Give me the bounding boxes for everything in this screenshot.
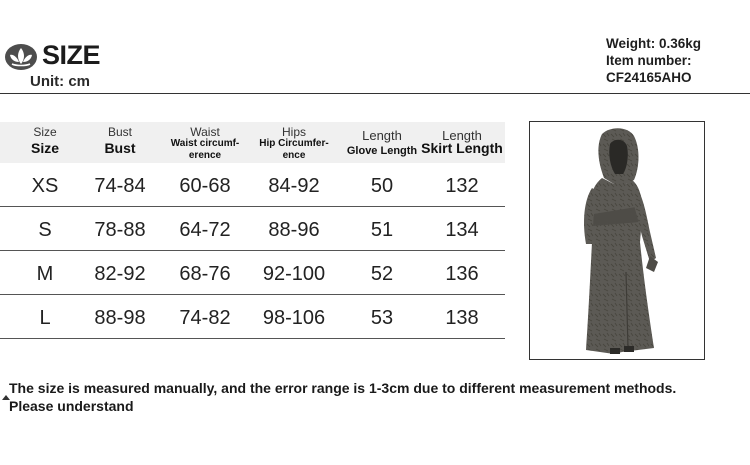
column-header-glove-length xyxy=(344,122,420,163)
skirt-length-cell: 138 xyxy=(445,307,479,329)
size-cell: XS xyxy=(31,175,59,197)
hips-cell: 92-100 xyxy=(262,263,326,285)
size-table xyxy=(0,122,505,339)
hooded-dress-with-glove-image xyxy=(530,122,704,359)
column-header-top: Size xyxy=(33,125,57,139)
column-header-top: Length xyxy=(442,128,482,143)
column-header-bottom: Glove Length xyxy=(346,145,418,157)
header-divider xyxy=(0,93,750,94)
size-cell: S xyxy=(38,219,52,241)
bust-cell: 82-92 xyxy=(94,263,146,285)
header xyxy=(0,0,750,94)
waist-cell: 68-76 xyxy=(179,263,231,285)
size-cell: L xyxy=(39,307,51,329)
size-title: SIZE xyxy=(42,40,101,70)
glove-length-cell: 52 xyxy=(370,263,394,285)
waist-cell: 74-82 xyxy=(179,307,231,329)
hips-cell: 88-96 xyxy=(268,219,320,241)
note-line-1: The size is measured manually, and the error range is 1-3cm due to different measurement methods. xyxy=(9,380,677,396)
column-header-top: Waist xyxy=(190,125,220,139)
column-header-waist xyxy=(164,122,246,163)
size-cell: M xyxy=(36,263,54,285)
skirt-length-cell: 134 xyxy=(445,219,479,241)
column-header-bottom: Hip Circumfer- ence xyxy=(259,138,329,161)
hips-cell: 98-106 xyxy=(262,307,326,329)
product-meta xyxy=(606,35,701,86)
column-header-bottom: Size xyxy=(30,140,59,156)
skirt-length-cell: 132 xyxy=(445,175,479,197)
column-header-top: Length xyxy=(362,128,402,143)
bust-cell: 74-84 xyxy=(94,175,146,197)
hips-cell: 84-92 xyxy=(268,175,320,197)
glove-length-cell: 51 xyxy=(370,219,394,241)
waist-cell: 64-72 xyxy=(179,219,231,241)
table-row xyxy=(0,251,505,295)
column-header-bottom: Waist circumf- erence xyxy=(170,138,240,161)
unit-label: Unit: cm xyxy=(30,73,90,90)
lotus-logo-icon xyxy=(4,42,38,72)
glove-length-cell: 50 xyxy=(370,175,394,197)
column-header-size xyxy=(16,122,74,163)
table-row xyxy=(0,207,505,251)
glove-length-cell: 53 xyxy=(370,307,394,329)
column-header-bottom: Skirt Length xyxy=(421,140,503,156)
bust-cell: 88-98 xyxy=(94,307,146,329)
product-image-frame xyxy=(529,121,705,360)
column-header-bust xyxy=(88,122,152,163)
column-header-hips xyxy=(252,122,336,163)
measurement-note xyxy=(9,380,676,415)
table-row xyxy=(0,295,505,339)
skirt-length-cell: 136 xyxy=(445,263,479,285)
weight-label: Weight: 0.36kg xyxy=(606,36,702,51)
table-row xyxy=(0,163,505,207)
column-header-top: Hips xyxy=(281,125,306,139)
column-header-bottom: Bust xyxy=(104,140,136,156)
item-number-label: Item number: xyxy=(606,53,692,68)
item-number-value: CF24165AHO xyxy=(606,70,692,85)
table-header xyxy=(0,122,505,163)
column-header-skirt-length xyxy=(418,122,506,163)
bust-cell: 78-88 xyxy=(94,219,146,241)
waist-cell: 60-68 xyxy=(179,175,231,197)
note-line-2: Please understand xyxy=(9,397,134,414)
column-header-top: Bust xyxy=(107,125,132,139)
